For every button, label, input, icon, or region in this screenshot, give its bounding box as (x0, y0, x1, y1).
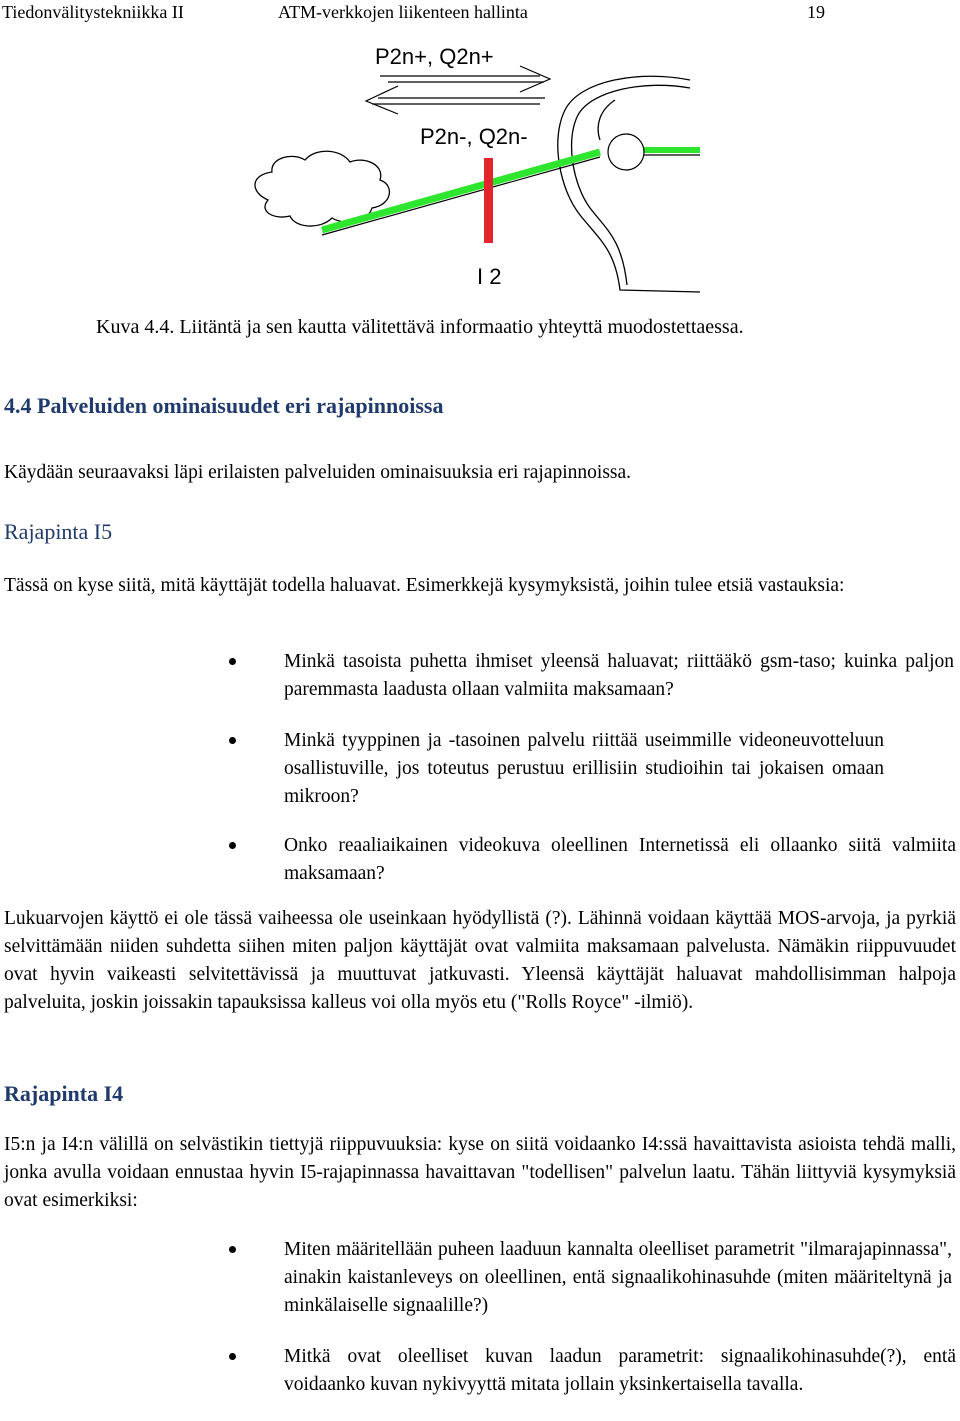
header-topic: ATM-verkkojen liikenteen hallinta (278, 2, 528, 22)
interface-bar (484, 158, 493, 243)
bullet-icon (229, 737, 236, 744)
figure-drawing (0, 30, 960, 300)
i5-heading: Rajapinta I5 (4, 519, 113, 544)
bullet-icon (229, 842, 236, 849)
i4-heading: Rajapinta I4 (4, 1081, 124, 1106)
i4-paragraph: I5:n ja I4:n välillä on selvästikin tiettyjä riippuvuuksia: kyse on siitä voidaanko I4:ssä havaittavista asioista tehdä malli, jonka avulla voidaan ennustaa hyvin I5-rajapinnassa havaittavan "todellisen" palvelun laatu. Tähän liittyviä kysymyksiä ovat esimerkiksi: (4, 1134, 956, 1211)
header-page-number: 19 (807, 2, 825, 22)
section-title: Palveluiden ominaisuudet eri rajapinnoissa (37, 393, 444, 418)
figure-caption: Kuva 4.4. Liitäntä ja sen kautta välitettävä informaatio yhteyttä muodostettaessa. (96, 316, 744, 338)
header-course: Tiedonvälitystekniikka II (2, 2, 184, 22)
i4-bullet-1: Miten määritellään puheen laaduun kannalta oleelliset parametrit "ilmarajapinnassa", ainakin kaistanleveys on oleellinen, entä signaalikohinasuhde (miten määriteltynä ja minkälaiselle signaalille?) (284, 1239, 952, 1316)
interface-figure (0, 30, 960, 300)
label-forward-params: P2n+, Q2n+ (375, 44, 494, 69)
link-line (322, 152, 600, 230)
i5-bullet-3: Onko reaaliaikainen videokuva oleellinen Internetissä eli ollaanko siitä valmiita maksamaan? (284, 835, 956, 884)
terminal-outline (558, 76, 700, 292)
i5-paragraph: Tässä on kyse siitä, mitä käyttäjät todella haluavat. Esimerkkejä kysymyksistä, joihin tulee etsiä vastauksia: (4, 575, 845, 596)
section-heading (4, 393, 443, 419)
i4-bullet-2: Mitkä ovat oleelliset kuvan laadun parametrit: signaalikohinasuhde(?), entä voidaanko kuvan nykivyyttä mitata jollain yksinkertaisella tavalla. (284, 1346, 956, 1395)
label-interface: I 2 (477, 264, 502, 289)
i5-closing-paragraph: Lukuarvojen käyttö ei ole tässä vaiheessa ole useinkaan hyödyllistä (?). Lähinnä voidaan käyttää MOS-arvoja, ja pyrkiä selvittämään niiden suhdetta siihen miten paljon käyttäjät ovat valmiita maksamaan palvelusta. Nämäkin riippuvuudet ovat hyvin vaikeasti selvitettävissä ja muuttuvat jatkuvasti. Yleensä käyttäjät haluavat mahdollisimman halpoja palveluita, joskin joissakin tapauksissa kalleus voi olla myös etu ("Rolls Royce" -ilmiö). (4, 908, 956, 1013)
section-intro: Käydään seuraavaksi läpi erilaisten palveluiden ominaisuuksia eri rajapinnoissa. (4, 462, 632, 483)
i5-bullet-1: Minkä tasoista puhetta ihmiset yleensä haluavat; riittääkö gsm-taso; kuinka paljon paremmasta laadusta ollaan valmiita maksamaan? (284, 651, 954, 700)
terminal-circle (608, 134, 644, 170)
bullet-icon (229, 1246, 236, 1253)
page-header (2, 2, 960, 28)
i5-bullet-2: Minkä tyyppinen ja -tasoinen palvelu riittää useimmille videoneuvotteluun osallistuville, jos toteutus perustuu erillisiin studioihin tai jokaisen omaan mikroon? (284, 730, 884, 807)
bullet-icon (229, 1353, 236, 1360)
bullet-icon (229, 658, 236, 665)
section-number: 4.4 (4, 393, 32, 418)
arrow-left-icon (366, 86, 545, 114)
label-backward-params: P2n-, Q2n- (420, 124, 528, 149)
